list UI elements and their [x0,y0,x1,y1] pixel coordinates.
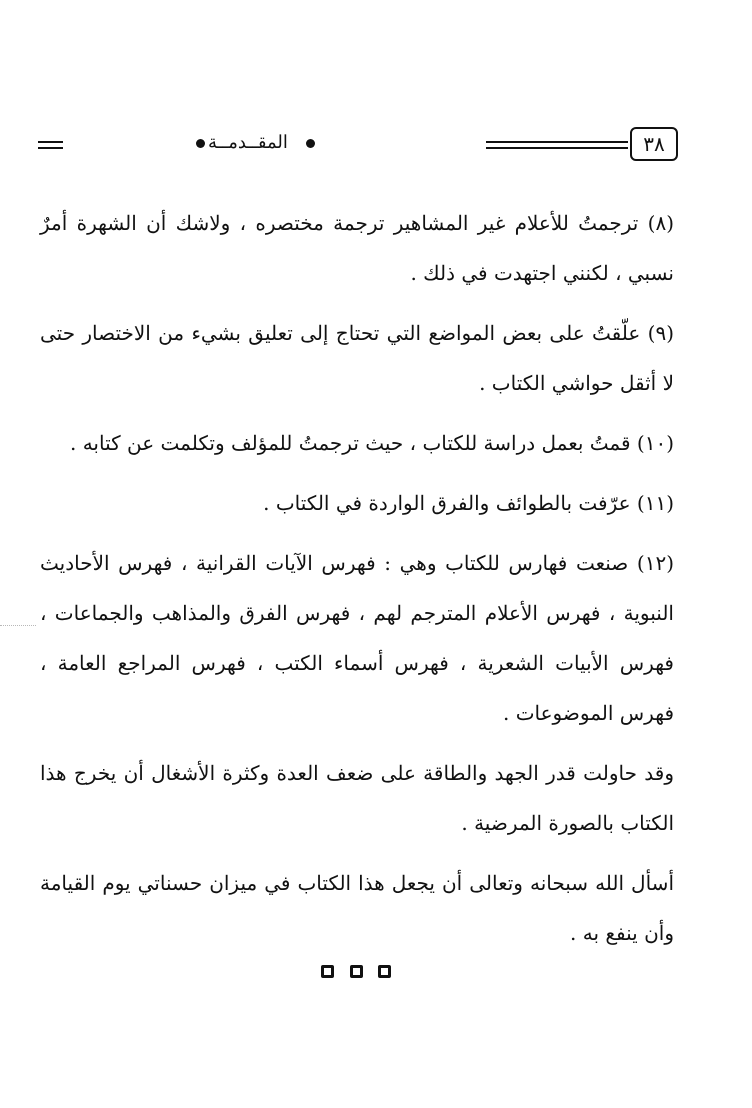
end-marks [321,965,391,981]
scan-margin-mark [0,625,36,628]
paragraph-item: (١١) عرّفت بالطوائف والفرق الواردة في الكتاب . [263,491,674,515]
paragraph-item: (٨) ترجمتُ للأعلام غير المشاهير ترجمة مختصره ، ولاشك أن الشهرة أمرٌ نسبي ، لكنني اجتهدت في ذلك . [40,211,674,285]
section-title-area [108,127,678,161]
bullet-dot-icon [306,139,315,148]
paragraph-item: (١٢) صنعت فهارس للكتاب وهي : فهرس الآيات القرانية ، فهرس الأحاديث النبوية ، فهرس الأعلام المترجم لهم ، فهرس الفرق والمذاهب والجماعات ، فهرس الأبيات الشعرية ، فهرس أسماء الكتب ، فهرس المراجع العامة ، فهرس الموضوعات . [40,551,674,725]
square-ornament-icon [321,965,334,978]
square-ornament-icon [350,965,363,978]
paragraph-item: أسأل الله سبحانه وتعالى أن يجعل هذا الكتاب في ميزان حسناتي يوم القيامة وأن ينفع به . [40,871,674,945]
section-title: المقــدمــة [208,132,288,153]
header-double-rule-left [38,141,63,149]
paragraph-item: وقد حاولت قدر الجهد والطاقة على ضعف العدة وكثرة الأشغال أن يخرج هذا الكتاب بالصورة المرضية . [40,761,674,835]
page-header [38,127,678,165]
bullet-dot-icon [196,139,205,148]
paragraph-item: (١٠) قمتُ بعمل دراسة للكتاب ، حيث ترجمتُ للمؤلف وتكلمت عن كتابه . [69,431,674,455]
paragraph-item: (٩) علّقتُ على بعض المواضع التي تحتاج إلى تعليق بشيء من الاختصار حتى لا أثقل حواشي الكتاب . [40,321,674,395]
body-text [40,198,674,968]
square-ornament-icon [378,965,391,978]
page-number: ٣٨ [643,132,665,156]
